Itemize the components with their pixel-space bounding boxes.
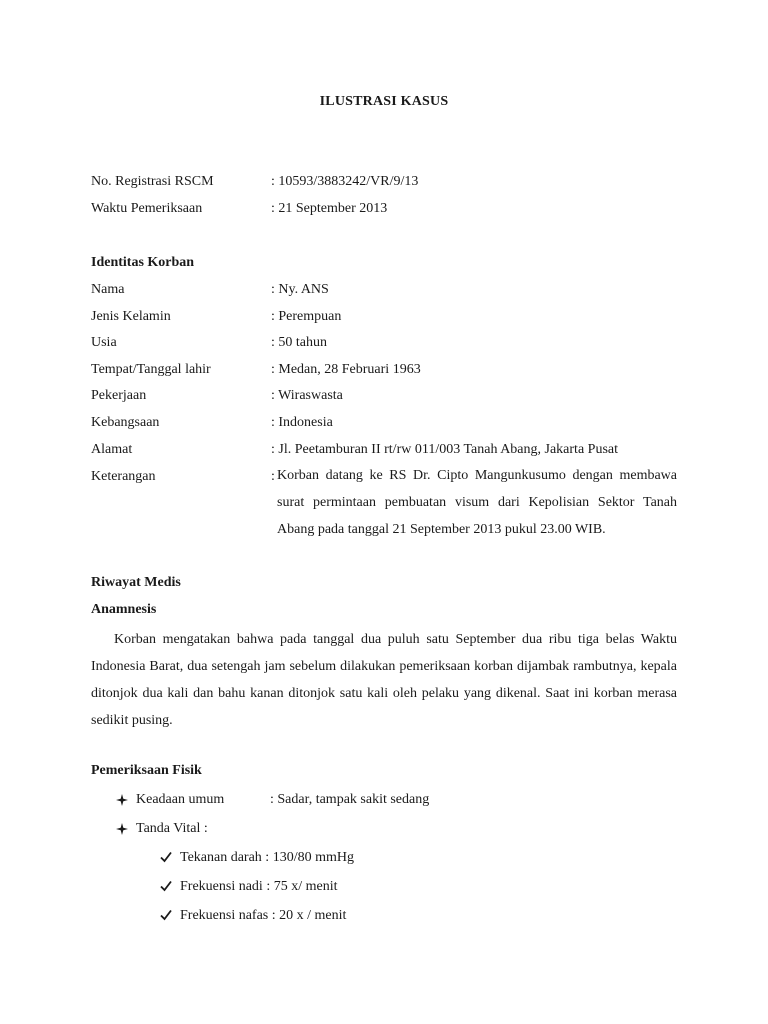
check-icon [160, 906, 172, 927]
vital-text: Frekuensi nadi : 75 x/ menit [180, 879, 338, 894]
diamond-bullet-icon [116, 819, 128, 841]
identity-label: Pekerjaan [91, 388, 147, 403]
document-title: ILUSTRASI KASUS [319, 94, 449, 109]
vital-text: Frekuensi nafas : 20 x / menit [180, 908, 347, 923]
identity-label: Usia [91, 335, 117, 350]
identity-heading: Identitas Korban [91, 255, 195, 270]
exam-time-label: Waktu Pemeriksaan [91, 201, 203, 216]
medical-history-heading: Riwayat Medis [91, 575, 181, 590]
anamnesis-paragraph: Korban mengatakan bahwa pada tanggal dua puluh satu September dua ribu tiga belas Waktu Indonesia Barat, dua setengah jam sebelum dilakukan pemeriksaan korban dijambak rambutnya, kepala ditonjok dua kali dan bahu kanan ditonjok satu kali oleh pelaku yang dikenal. Saat ini korban merasa sedikit pusing. [91, 632, 677, 728]
diamond-bullet-icon [116, 790, 128, 812]
identity-label: Kebangsaan [91, 415, 160, 430]
identity-value: : Jl. Peetamburan II rt/rw 011/003 Tanah Abang, Jakarta Pusat [271, 442, 618, 457]
identity-value: : Medan, 28 Februari 1963 [271, 362, 421, 377]
anamnesis-heading: Anamnesis [91, 602, 157, 617]
identity-label: Tempat/Tanggal lahir [91, 362, 211, 377]
note-colon: : [271, 469, 275, 484]
vital-text: Tekanan darah : 130/80 mmHg [180, 850, 354, 865]
exam-time-value: : 21 September 2013 [271, 201, 388, 216]
note-label: Keterangan [91, 469, 156, 484]
identity-value: : Wiraswasta [271, 388, 343, 403]
identity-value: : Indonesia [271, 415, 333, 430]
general-condition-value: : Sadar, tampak sakit sedang [270, 792, 430, 807]
vital-signs-label: Tanda Vital : [136, 821, 208, 836]
identity-label: Nama [91, 282, 125, 297]
identity-label: Jenis Kelamin [91, 309, 171, 324]
note-text: Korban datang ke RS Dr. Cipto Mangunkusumo dengan membawa surat permintaan pembuatan visum dari Kepolisian Sektor Tanah Abang pada tanggal 21 September 2013 pukul 23.00 WIB. [277, 468, 677, 537]
check-icon [160, 848, 172, 869]
identity-value: : Perempuan [271, 309, 342, 324]
registration-value: : 10593/3883242/VR/9/13 [271, 174, 419, 189]
registration-label: No. Registrasi RSCM [91, 174, 214, 189]
physical-exam-heading: Pemeriksaan Fisik [91, 763, 202, 778]
identity-value: : 50 tahun [271, 335, 327, 350]
identity-value: : Ny. ANS [271, 282, 329, 297]
check-icon [160, 877, 172, 898]
general-condition-label: Keadaan umum [136, 792, 225, 807]
identity-label: Alamat [91, 442, 133, 457]
